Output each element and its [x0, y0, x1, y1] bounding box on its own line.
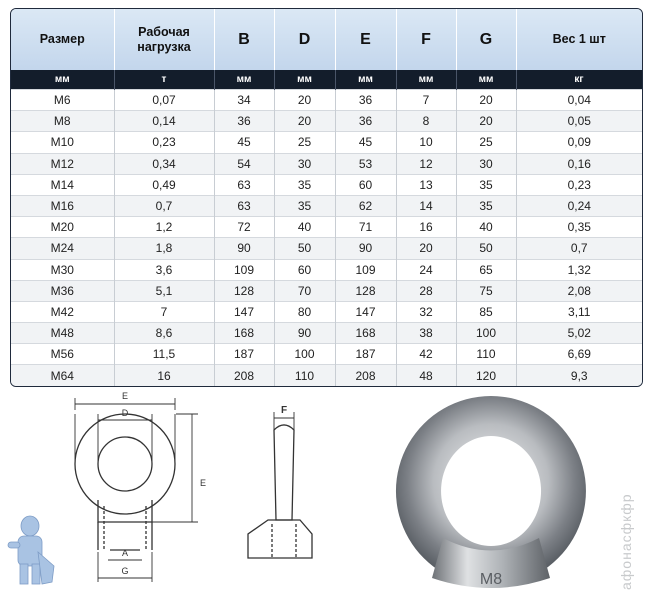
label-f: F: [280, 405, 288, 416]
col-header-f: F: [396, 9, 456, 70]
table-cell: 85: [456, 301, 516, 322]
unit-cell: т: [114, 70, 214, 90]
unit-cell: мм: [335, 70, 396, 90]
table-cell: 3,11: [516, 301, 642, 322]
table-cell: 35: [456, 195, 516, 216]
table-cell: M42: [11, 301, 114, 322]
table-cell: 80: [274, 301, 335, 322]
table-cell: 187: [214, 344, 274, 365]
table-cell: 109: [214, 259, 274, 280]
table-row: [11, 90, 642, 111]
table-cell: 45: [335, 132, 396, 153]
table-cell: 32: [396, 301, 456, 322]
table-cell: 5,02: [516, 323, 642, 344]
table-cell: 0,16: [516, 153, 642, 174]
plumber-mascot-icon: [2, 512, 60, 592]
table-cell: 30: [274, 153, 335, 174]
table-cell: 36: [335, 111, 396, 132]
table-row: [11, 280, 642, 301]
table-cell: 0,05: [516, 111, 642, 132]
label-g: G: [121, 566, 129, 576]
table-row: [11, 344, 642, 365]
table-cell: 5,1: [114, 280, 214, 301]
table-cell: 110: [274, 365, 335, 386]
table-cell: 90: [274, 323, 335, 344]
table-cell: 16: [114, 365, 214, 386]
unit-cell: мм: [456, 70, 516, 90]
table-cell: M30: [11, 259, 114, 280]
table-cell: 147: [335, 301, 396, 322]
table-cell: 13: [396, 174, 456, 195]
table-cell: 14: [396, 195, 456, 216]
site-watermark: афонасфкфр: [618, 493, 634, 590]
ring-outer-outline: [75, 414, 175, 514]
spec-table: [11, 9, 643, 386]
unit-cell: мм: [214, 70, 274, 90]
label-a: A: [121, 548, 129, 558]
header-row: [11, 9, 642, 70]
units-row: [11, 70, 642, 90]
table-cell: 40: [274, 217, 335, 238]
table-cell: 54: [214, 153, 274, 174]
table-cell: 120: [456, 365, 516, 386]
table-cell: 0,49: [114, 174, 214, 195]
table-cell: M56: [11, 344, 114, 365]
table-cell: M24: [11, 238, 114, 259]
table-row: [11, 174, 642, 195]
table-cell: 24: [396, 259, 456, 280]
table-cell: 110: [456, 344, 516, 365]
table-cell: 20: [456, 111, 516, 132]
table-cell: M12: [11, 153, 114, 174]
table-cell: 208: [214, 365, 274, 386]
table-cell: 0,14: [114, 111, 214, 132]
table-cell: M8: [11, 111, 114, 132]
table-cell: 34: [214, 90, 274, 111]
table-cell: 168: [335, 323, 396, 344]
table-cell: 0,34: [114, 153, 214, 174]
table-cell: 128: [214, 280, 274, 301]
table-cell: 20: [456, 90, 516, 111]
table-cell: 2,08: [516, 280, 642, 301]
table-cell: 12: [396, 153, 456, 174]
table-cell: 40: [456, 217, 516, 238]
table-cell: 168: [214, 323, 274, 344]
unit-cell: кг: [516, 70, 642, 90]
table-cell: M16: [11, 195, 114, 216]
photo-marking: M8: [479, 571, 503, 588]
col-header-d: D: [274, 9, 335, 70]
table-cell: 70: [274, 280, 335, 301]
table-cell: 45: [214, 132, 274, 153]
table-cell: 10: [396, 132, 456, 153]
table-cell: 8: [396, 111, 456, 132]
table-cell: 38: [396, 323, 456, 344]
table-cell: 3,6: [114, 259, 214, 280]
table-cell: 36: [335, 90, 396, 111]
table-cell: 0,04: [516, 90, 642, 111]
table-cell: 35: [274, 195, 335, 216]
table-cell: 36: [214, 111, 274, 132]
table-cell: M36: [11, 280, 114, 301]
table-row: [11, 195, 642, 216]
table-cell: 100: [274, 344, 335, 365]
table-cell: 63: [214, 195, 274, 216]
table-cell: 7: [396, 90, 456, 111]
table-cell: M48: [11, 323, 114, 344]
table-cell: 25: [274, 132, 335, 153]
table-row: [11, 301, 642, 322]
table-cell: 65: [456, 259, 516, 280]
table-cell: 8,6: [114, 323, 214, 344]
table-cell: 50: [456, 238, 516, 259]
table-cell: 0,35: [516, 217, 642, 238]
table-cell: 0,09: [516, 132, 642, 153]
table-cell: 7: [114, 301, 214, 322]
table-row: [11, 111, 642, 132]
table-cell: 48: [396, 365, 456, 386]
table-cell: 20: [274, 111, 335, 132]
label-height: E: [200, 478, 207, 488]
table-cell: M14: [11, 174, 114, 195]
col-header-g: G: [456, 9, 516, 70]
table-cell: 187: [335, 344, 396, 365]
table-cell: 72: [214, 217, 274, 238]
label-e: E: [121, 391, 129, 401]
table-cell: 60: [274, 259, 335, 280]
table-cell: 0,23: [114, 132, 214, 153]
table-cell: 11,5: [114, 344, 214, 365]
table-cell: M64: [11, 365, 114, 386]
unit-cell: мм: [396, 70, 456, 90]
label-d: D: [121, 408, 129, 418]
table-cell: 0,24: [516, 195, 642, 216]
table-cell: 6,69: [516, 344, 642, 365]
table-row: [11, 153, 642, 174]
table-cell: 100: [456, 323, 516, 344]
table-row: [11, 259, 642, 280]
table-cell: 128: [335, 280, 396, 301]
table-cell: 0,7: [516, 238, 642, 259]
table-cell: 1,32: [516, 259, 642, 280]
spec-table-container: [10, 8, 643, 387]
table-cell: 90: [335, 238, 396, 259]
table-row: [11, 217, 642, 238]
table-cell: 30: [456, 153, 516, 174]
table-cell: M10: [11, 132, 114, 153]
unit-cell: мм: [11, 70, 114, 90]
table-cell: 53: [335, 153, 396, 174]
col-header-e: E: [335, 9, 396, 70]
ring-inner-outline: [98, 437, 152, 491]
eye-nut-photo: [388, 388, 594, 594]
table-cell: 16: [396, 217, 456, 238]
front-view-drawing: [60, 382, 220, 587]
table-cell: 50: [274, 238, 335, 259]
table-cell: 20: [396, 238, 456, 259]
col-header-size: Размер: [11, 9, 114, 70]
table-cell: 20: [274, 90, 335, 111]
table-cell: M6: [11, 90, 114, 111]
side-view-drawing: [240, 400, 320, 570]
table-cell: 147: [214, 301, 274, 322]
table-cell: 9,3: [516, 365, 642, 386]
table-cell: 1,8: [114, 238, 214, 259]
table-cell: 0,7: [114, 195, 214, 216]
table-cell: 35: [456, 174, 516, 195]
table-row: [11, 238, 642, 259]
table-cell: 1,2: [114, 217, 214, 238]
unit-cell: мм: [274, 70, 335, 90]
table-cell: 62: [335, 195, 396, 216]
table-cell: M20: [11, 217, 114, 238]
table-cell: 0,23: [516, 174, 642, 195]
table-cell: 71: [335, 217, 396, 238]
table-cell: 28: [396, 280, 456, 301]
table-cell: 90: [214, 238, 274, 259]
table-body: [11, 90, 642, 386]
table-cell: 0,07: [114, 90, 214, 111]
col-header-b: B: [214, 9, 274, 70]
table-row: [11, 132, 642, 153]
col-header-weight: Вес 1 шт: [516, 9, 642, 70]
table-cell: 109: [335, 259, 396, 280]
table-cell: 208: [335, 365, 396, 386]
table-cell: 25: [456, 132, 516, 153]
table-cell: 42: [396, 344, 456, 365]
table-cell: 75: [456, 280, 516, 301]
table-cell: 35: [274, 174, 335, 195]
col-header-load: Рабочая нагрузка: [114, 9, 214, 70]
table-row: [11, 323, 642, 344]
table-cell: 60: [335, 174, 396, 195]
table-cell: 63: [214, 174, 274, 195]
